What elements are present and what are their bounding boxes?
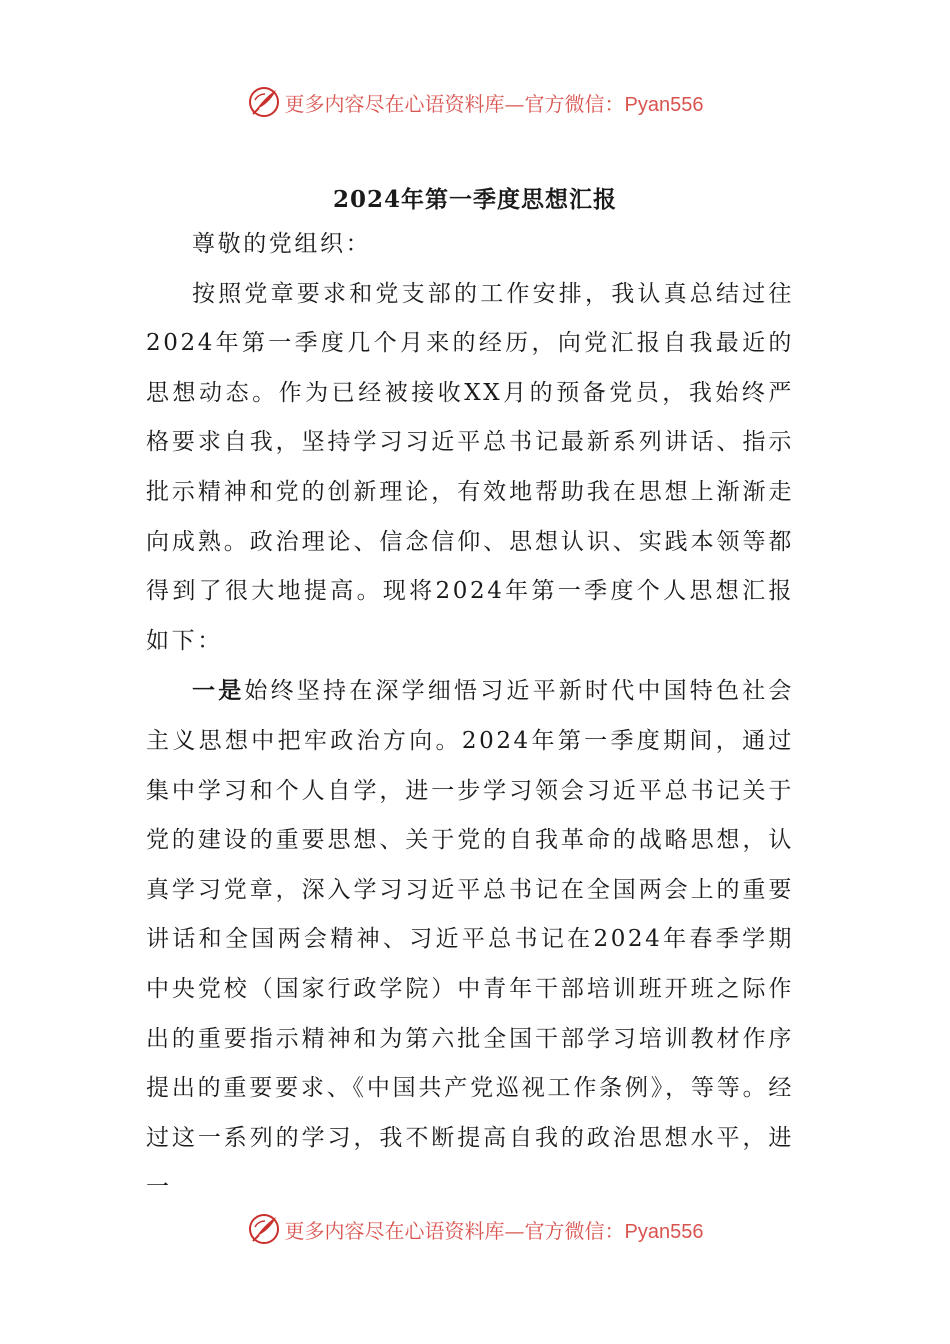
quill-logo-icon <box>247 1212 281 1246</box>
document-body <box>146 220 794 1213</box>
watermark-text: 更多内容尽在心语资料库—官方微信：Pyan556 <box>284 1218 704 1243</box>
paragraph-2-text: 始终坚持在深学细悟习近平新时代中国特色社会主义思想中把牢政治方向。2024年第一季度期间，通过集中学习和个人自学，进一步学习领会习近平总书记关于党的建设的重要思想、关于党的自我革命的战略思想，认真学习党章，深入学习习近平总书记在全国两会上的重要讲话和全国两会精神、习近平总书记在2024年春季学期中央党校（国家行政学院）中青年干部培训班开班之际作出的重要指示精神和为第六批全国干部学习培训教材作序提出的重要要求、《中国共产党巡视工作条例》，等等。经过这一系列的学习，我不断提高自我的政治思想水平，进一 <box>146 678 794 1201</box>
paragraph-2-lead: 一是 <box>192 677 245 705</box>
watermark-text: 更多内容尽在心语资料库—官方微信：Pyan556 <box>284 91 704 116</box>
paragraph-1: 按照党章要求和党支部的工作安排，我认真总结过往2024年第一季度几个月来的经历，向党汇报自我最近的思想动态。作为已经被接收XX月的预备党员，我始终严格要求自我，坚持学习习近平总书记最新系列讲话、指示批示精神和党的创新理论，有效地帮助我在思想上渐渐走向成熟。政治理论、信念信仰、思想认识、实践本领等都得到了很大地提高。现将2024年第一季度个人思想汇报如下： <box>146 280 794 654</box>
header-watermark <box>0 82 950 122</box>
salutation: 尊敬的党组织： <box>192 231 372 257</box>
wechat-id: Pyan556 <box>624 1220 704 1243</box>
paragraph-2 <box>146 666 794 1213</box>
wechat-id: Pyan556 <box>624 93 704 116</box>
footer-watermark <box>0 1209 950 1249</box>
document-title: 2024年第一季度思想汇报 <box>332 186 617 213</box>
quill-logo-icon <box>247 85 281 119</box>
